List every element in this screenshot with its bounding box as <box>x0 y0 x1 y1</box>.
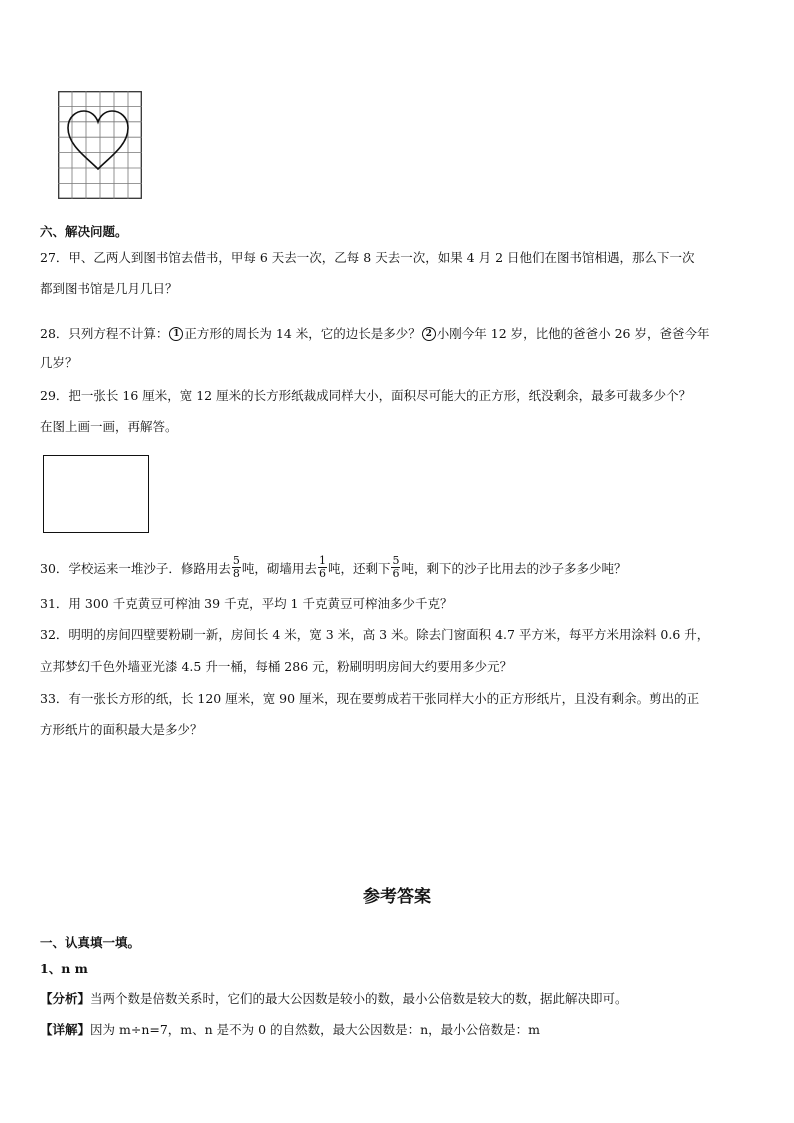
question-30-part-1: 30．学校运来一堆沙子．修路用去 <box>40 561 231 576</box>
question-28-part-b: 小刚今年 12 岁，比他的爸爸小 26 岁，爸爸今年 <box>436 326 710 341</box>
detail-tag: 【详解】 <box>40 1022 91 1037</box>
heart-grid-figure <box>58 91 142 199</box>
answer-key-title: 参考答案 <box>363 887 431 907</box>
question-32-line-2: 立邦梦幻千色外墙亚光漆 4.5 升一桶，每桶 286 元，粉刷明明房间大约要用多少元？ <box>40 659 513 674</box>
question-30-part-3: 吨，还剩下 <box>327 561 391 576</box>
question-27-line-1: 27．甲、乙两人到图书馆去借书，甲每 6 天去一次，乙每 8 天去一次，如果 4 月 2 日他们在图书馆相遇，那么下一次 <box>40 250 695 265</box>
section-6-heading: 六、解决问题。 <box>40 224 128 239</box>
question-30-part-4: 吨，剩下的沙子比用去的沙子多多少吨？ <box>401 561 627 576</box>
question-28-line-2: 几岁？ <box>40 355 78 370</box>
analysis-tag: 【分析】 <box>40 991 91 1006</box>
heart-shape <box>68 111 128 169</box>
question-31: 31．用 300 千克黄豆可榨油 39 千克，平均 1 千克黄豆可榨油多少千克？ <box>40 596 453 611</box>
question-28-line-1 <box>40 326 709 342</box>
answer-1: 1、n m <box>40 961 88 976</box>
question-30-part-2: 吨，砌墙用去 <box>241 561 317 576</box>
question-30 <box>40 554 627 582</box>
question-29-line-1: 29．把一张长 16 厘米，宽 12 厘米的长方形纸裁成同样大小，面积尽可能大的正方形，纸没剩余，最多可裁多少个？ <box>40 388 692 403</box>
analysis-text: 当两个数是倍数关系时，它们的最大公因数是较小的数，最小公倍数是较大的数，据此解决即可。 <box>90 991 628 1006</box>
answer-1-analysis <box>40 991 628 1007</box>
rectangle-figure <box>43 455 149 533</box>
circled-number-1: 1 <box>169 327 183 341</box>
question-28-intro: 28．只列方程不计算： <box>40 326 169 341</box>
question-27-line-2: 都到图书馆是几月几日？ <box>40 281 178 296</box>
answer-1-detail <box>40 1022 540 1038</box>
question-29-line-2: 在图上画一画，再解答。 <box>40 419 178 434</box>
fraction-5-6: $\frac{5}{6}$ <box>392 554 400 580</box>
fraction-5-8: $\frac{5}{8}$ <box>232 554 240 580</box>
question-32-line-1: 32．明明的房间四壁要粉刷一新，房间长 4 米，宽 3 米，高 3 米。除去门窗面积 4.7 平方米，每平方米用涂料 0.6 升， <box>40 627 710 642</box>
fraction-1-6: $\frac{1}{6}$ <box>318 554 326 580</box>
question-28-part-a: 正方形的周长为 14 米，它的边长是多少？ <box>184 326 421 341</box>
question-33-line-2: 方形纸片的面积最大是多少？ <box>40 722 203 737</box>
detail-text: 因为 m÷n=7，m、n 是不为 0 的自然数，最大公因数是：n，最小公倍数是：m <box>90 1022 540 1037</box>
circled-number-2: 2 <box>422 327 436 341</box>
answers-section-1-heading: 一、认真填一填。 <box>40 935 141 950</box>
question-33-line-1: 33．有一张长方形的纸，长 120 厘米，宽 90 厘米，现在要剪成若干张同样大小的正方形纸片，且没有剩余。剪出的正 <box>40 691 700 706</box>
